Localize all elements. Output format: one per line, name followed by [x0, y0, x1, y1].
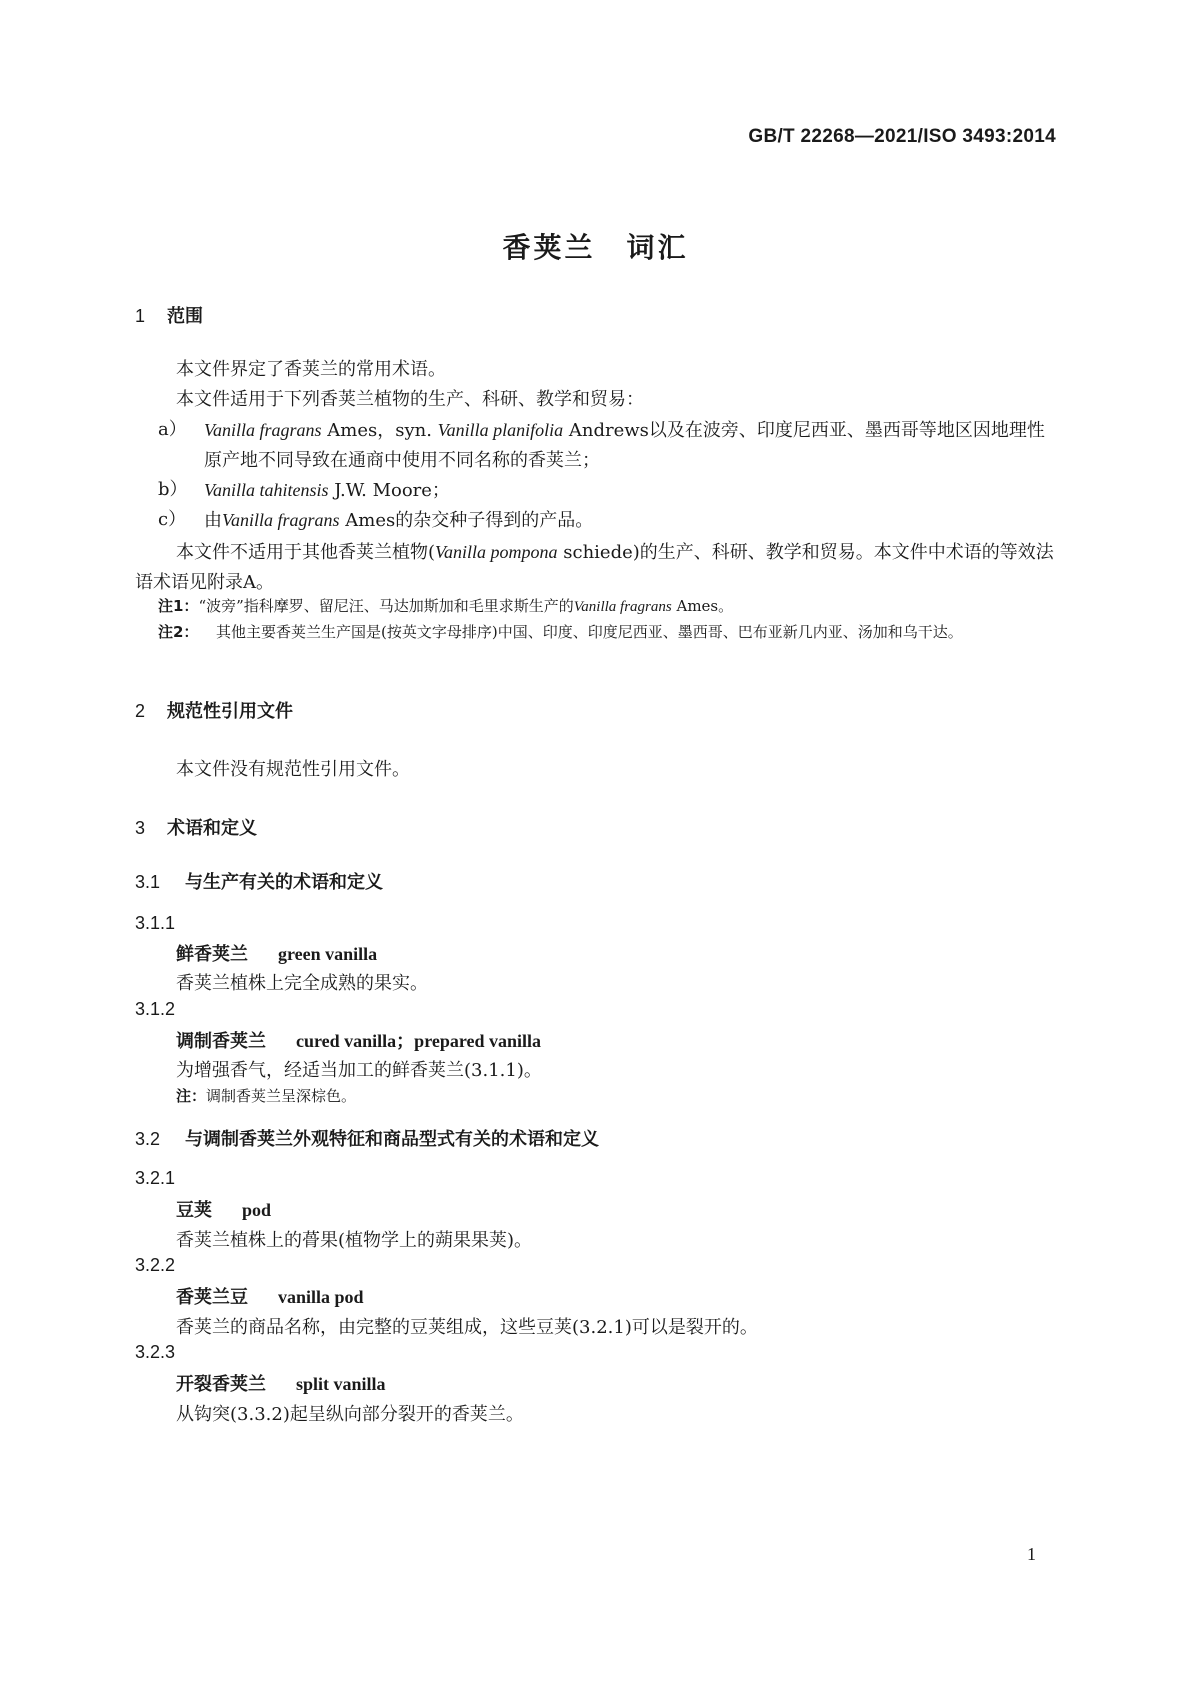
document-title: 香荚兰 词汇	[502, 231, 689, 264]
term-definition: 香荚兰的商品名称，由完整的豆荚组成，这些豆荚(3.2.1)可以是裂开的。	[176, 1317, 758, 1338]
paragraph: 本文件适用于下列香荚兰植物的生产、科研、教学和贸易：	[176, 389, 644, 410]
term-number: 3.2.2	[135, 1255, 176, 1275]
list-item-c: c） 由Vanilla fragrans Ames的杂交种子得到的产品。	[158, 509, 594, 531]
document-code: GB/T 22268—2021/ISO 3493:2014	[748, 126, 1056, 147]
term-note: 注：调制香荚兰呈深棕色。	[176, 1087, 357, 1105]
term-number: 3.2.1	[135, 1168, 176, 1188]
subsection-3-1-heading: 3.1 与生产有关的术语和定义	[135, 872, 383, 893]
term-definition: 从钩突(3.3.2)起呈纵向部分裂开的香荚兰。	[176, 1404, 524, 1425]
term-entry: 调制香荚兰 cured vanilla；prepared vanilla	[176, 1031, 542, 1052]
section-1-heading: 1 范围	[135, 306, 203, 327]
subsection-3-2-heading: 3.2 与调制香荚兰外观特征和商品型式有关的术语和定义	[135, 1129, 599, 1150]
page-number: 1	[1027, 1544, 1036, 1564]
term-number: 3.1.1	[135, 913, 176, 933]
list-item-b: b） Vanilla tahitensis J.W. Moore；	[158, 479, 450, 501]
section-2-heading: 2 规范性引用文件	[135, 701, 293, 722]
term-definition: 香荚兰植株上完全成熟的果实。	[176, 973, 428, 994]
term-entry: 豆荚 pod	[176, 1200, 272, 1221]
term-definition: 为增强香气，经适当加工的鲜香荚兰(3.1.1)。	[176, 1060, 542, 1081]
term-entry: 鲜香荚兰 green vanilla	[176, 944, 378, 965]
term-entry: 开裂香荚兰 split vanilla	[176, 1374, 386, 1395]
term-number: 3.2.3	[135, 1342, 176, 1362]
paragraph: 本文件界定了香荚兰的常用术语。	[176, 359, 446, 380]
term-entry: 香荚兰豆 vanilla pod	[176, 1287, 364, 1308]
term-definition: 香荚兰植株上的蓇果(植物学上的蒴果果荚)。	[176, 1230, 533, 1251]
note-1: 注1：“波旁”指科摩罗、留尼汪、马达加斯加和毛里求斯生产的Vanilla fragrans Ames。	[158, 597, 734, 615]
note-2: 注2： 其他主要香荚兰生产国是(按英文字母排序)中国、印度、印度尼西亚、墨西哥、巴布亚新几内亚、汤加和乌干达。	[158, 623, 963, 641]
list-item-a: a） Vanilla fragrans Ames，syn. Vanilla planifolia Andrews以及在波旁、印度尼西亚、墨西哥等地区因地理性原产地不同导致在通商中使用不同名称的香荚兰；	[158, 419, 1045, 471]
paragraph: 本文件没有规范性引用文件。	[176, 759, 410, 780]
term-number: 3.1.2	[135, 999, 176, 1019]
paragraph: 本文件不适用于其他香荚兰植物(Vanilla pompona schiede)的生产、科研、教学和贸易。本文件中术语的等效法语术语见附录A。	[135, 542, 1054, 593]
section-3-heading: 3 术语和定义	[135, 818, 257, 839]
